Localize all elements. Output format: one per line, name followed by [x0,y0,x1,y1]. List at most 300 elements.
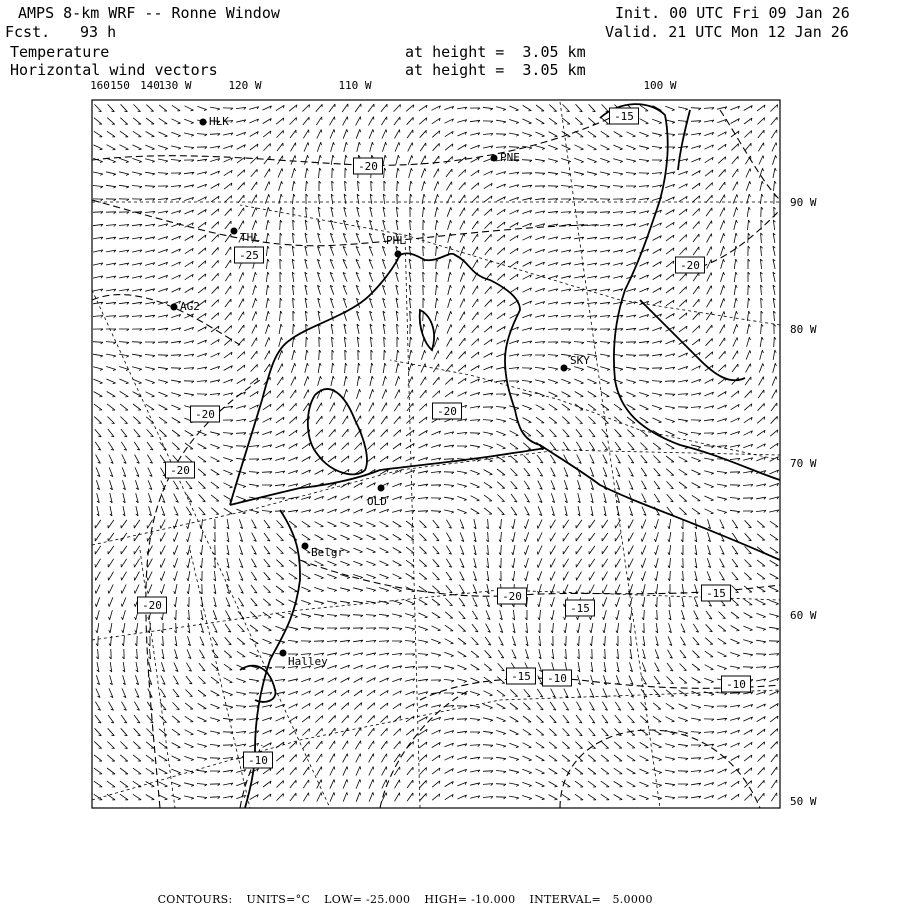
wind-vector [356,117,361,126]
wind-vector [666,456,674,462]
wind-vector [613,212,623,214]
wind-vector [774,311,776,321]
wind-vector [510,210,519,214]
wind-vector [576,442,581,450]
wind-vector [615,442,621,450]
wind-vector [292,246,294,256]
field-wind-vectors: Horizontal wind vectors [10,61,218,79]
wind-vector [395,130,400,139]
wind-vector [236,471,246,474]
wind-vector [238,598,243,606]
wind-vector [174,507,178,516]
wind-vector [731,743,740,747]
wind-vector [693,286,699,294]
wind-vector [174,584,177,594]
wind-vector [132,186,142,189]
wind-vector [223,420,233,422]
wind-vector [171,132,180,136]
wind-vector [457,484,467,488]
wind-vector [264,559,270,567]
wind-vector [550,715,557,722]
wind-vector [652,743,661,748]
wind-vector [642,571,646,581]
wind-vector [289,444,298,449]
wind-vector [392,678,401,682]
wind-vector [522,314,531,318]
wind-vector [535,146,545,150]
wind-vector [314,587,323,591]
wind-vector [198,456,206,462]
wind-vector [290,780,296,788]
wind-vector [418,640,428,643]
wind-vector [108,572,113,581]
wind-vector [158,198,168,200]
wind-vector [199,507,206,515]
wind-vector [574,289,584,291]
wind-vector [472,312,478,320]
wind-vector [252,559,257,568]
wind-vector [600,367,610,371]
wind-vector [158,237,168,240]
wind-vector [745,143,751,151]
wind-vector [368,715,375,722]
wind-vector [470,705,480,708]
wind-vector [396,207,398,217]
wind-vector [197,797,207,800]
wind-vector [317,793,322,802]
wind-vector [173,519,177,528]
wind-vector [522,796,532,800]
wind-vector [587,172,597,176]
wind-vector [134,702,139,711]
wind-vector [342,429,348,437]
wind-vector [730,510,740,513]
wind-vector [135,636,137,646]
wind-vector [734,285,737,295]
wind-vector [158,380,168,384]
wind-vector [679,482,687,488]
wind-vector [510,456,518,462]
wind-vector [770,587,779,592]
wind-vector [342,741,348,750]
wind-vector [343,220,346,229]
wind-vector [109,702,114,711]
wind-vector [366,653,376,655]
wind-vector [773,363,777,373]
wind-vector [160,571,164,580]
wind-vector [758,403,765,410]
wind-vector [549,795,558,800]
wind-vector [409,181,412,191]
wind-vector [158,211,168,213]
wind-vector [120,131,128,137]
wind-vector [123,675,126,685]
wind-vector [263,586,270,593]
wind-vector [483,146,493,148]
wind-vector [106,367,116,371]
wind-vector [303,741,310,749]
wind-vector [134,104,141,111]
wind-vector [666,287,674,293]
wind-vector [109,467,113,476]
wind-vector [288,510,298,512]
wind-vector [550,533,555,542]
wind-vector [302,574,311,579]
wind-vector [280,246,282,256]
wind-vector [107,145,116,150]
wind-vector [393,534,402,540]
wind-vector [761,220,763,230]
wind-vector [343,779,348,788]
wind-vector [639,186,649,188]
wind-vector [149,506,152,516]
wind-vector [200,519,203,529]
wind-vector [613,302,623,304]
wind-vector [198,703,207,709]
wind-vector [122,455,126,464]
wind-vector [744,573,751,580]
wind-vector [704,483,713,487]
wind-vector [280,259,282,269]
wind-vector [730,639,739,644]
wind-vector [121,728,128,735]
wind-vector [106,237,116,239]
wind-vector [497,495,504,502]
wind-vector [159,132,168,137]
wind-vector [613,145,622,150]
wind-vector [344,389,348,399]
wind-vector [148,480,152,489]
station-label-ag2: AG2 [180,300,200,313]
wind-vector [707,299,712,308]
wind-vector [355,442,362,449]
wind-vector [627,742,635,748]
wind-vector [563,520,569,528]
wind-vector [562,794,570,800]
wind-vector [744,131,751,138]
wind-vector [328,535,337,540]
wind-vector [496,367,506,369]
longitude-label: 130 W [158,79,192,92]
wind-vector [613,172,623,175]
wind-vector [731,131,739,137]
wind-vector [457,769,466,773]
wind-vector [665,367,675,369]
wind-vector [224,170,232,175]
wind-vector [433,377,439,385]
wind-vector [145,172,155,175]
wind-vector [574,367,584,371]
wind-vector [691,158,700,162]
wind-vector [408,143,413,152]
wind-vector [680,664,687,671]
wind-vector [613,276,623,279]
wind-vector [666,261,674,267]
wind-vector [600,329,610,331]
wind-vector [525,494,530,503]
wind-vector [224,496,233,501]
wind-vector [396,285,398,295]
wind-vector [590,702,595,711]
wind-vector [303,130,309,139]
wind-vector [769,600,778,604]
wind-vector [198,717,207,722]
wind-vector [576,429,582,437]
wind-vector [148,623,151,633]
wind-vector [171,368,181,370]
wind-vector [332,363,335,373]
wind-vector [640,405,649,410]
wind-vector [214,584,216,594]
wind-vector [458,144,467,149]
wind-vector [293,233,295,243]
wind-vector [197,744,207,748]
wind-vector [537,468,542,476]
wind-vector [223,445,233,448]
wind-vector [343,285,347,294]
wind-vector [133,131,141,137]
wind-vector [158,173,168,175]
wind-vector [444,472,454,474]
wind-vector [548,224,558,226]
wind-vector [266,246,269,256]
wind-vector [472,221,478,229]
wind-vector [522,405,531,409]
wind-vector [106,185,116,188]
contour-label: -20 [195,408,215,421]
wind-vector [303,793,309,802]
wind-vector [548,302,558,304]
wind-vector [769,483,778,486]
wind-vector [587,185,597,188]
wind-vector [407,793,413,801]
wind-vector [110,480,113,490]
wind-vector [393,548,402,553]
wind-vector [587,316,597,318]
wind-vector [639,173,649,175]
wind-vector [357,337,359,347]
wind-vector [602,572,607,581]
wind-vector [288,457,297,461]
wind-vector [340,561,349,565]
wind-vector [446,572,452,580]
wind-vector [563,533,569,541]
wind-vector [93,276,103,278]
wind-vector [639,341,649,343]
wind-vector [459,598,465,606]
wind-vector [211,184,220,189]
wind-vector [354,678,363,683]
wind-vector [107,781,115,787]
wind-vector [223,758,233,760]
wind-vector [457,719,467,721]
wind-vector [262,639,271,644]
wind-vector [382,767,387,776]
wind-vector [301,587,310,592]
wind-vector [173,481,178,489]
wind-vector [158,275,167,278]
wind-vector [345,168,347,178]
wind-vector [459,611,466,619]
wind-vector [407,390,413,399]
wind-vector [602,702,607,711]
contour-label: -20 [437,405,457,418]
wind-vector [548,211,558,213]
wind-vector [330,117,335,126]
wind-vector [301,614,311,618]
wind-vector [536,105,544,111]
wind-vector [305,285,307,295]
latitude-label: 60 W [790,609,817,622]
wind-vector [587,263,597,265]
wind-vector [147,572,152,581]
wind-vector [369,259,373,268]
wind-vector [407,742,414,749]
wind-vector [211,353,220,357]
wind-vector [642,494,647,503]
wind-vector [149,649,151,659]
wind-vector [615,702,621,710]
wind-vector [405,600,414,605]
wind-vector [535,132,544,137]
wind-vector [522,133,532,137]
wind-vector [210,444,219,448]
wind-vector [705,638,713,645]
wind-vector [720,533,724,542]
wind-vector [678,366,688,369]
wind-vector [277,533,284,540]
wind-vector [653,261,662,266]
wind-vector [511,494,517,502]
wind-vector [499,637,504,646]
wind-vector [483,420,493,422]
wind-vector [574,379,583,384]
wind-vector [444,445,454,447]
wind-vector [225,637,232,644]
wind-vector [692,508,700,514]
wind-vector [693,637,699,645]
wind-vector [652,381,662,383]
wind-vector [343,272,347,281]
wind-vector [678,353,687,357]
wind-vector [497,274,504,281]
wind-vector [535,198,545,200]
wind-vector [370,142,374,152]
wind-vector [487,597,490,607]
wind-vector [211,495,219,501]
wind-vector [511,469,518,476]
wind-vector [185,261,193,266]
wind-vector [470,770,480,772]
wind-vector [106,199,116,201]
wind-vector [510,300,519,305]
wind-vector [629,675,633,684]
wind-vector [535,795,544,800]
wind-vector [603,636,605,646]
wind-vector [525,610,527,620]
wind-vector [577,455,582,464]
wind-vector [158,186,168,188]
wind-vector [483,407,493,409]
wind-vector [707,260,712,269]
wind-vector [548,263,558,266]
wind-vector [484,196,492,202]
wind-vector [497,197,506,202]
station-label-old: OLD [367,495,387,508]
wind-vector [158,224,168,227]
wind-vector [551,493,554,502]
wind-vector [561,379,570,383]
wind-vector [639,315,649,318]
wind-vector [627,132,636,137]
wind-vector [136,506,138,516]
wind-vector [223,718,233,721]
wind-vector [357,311,360,321]
wind-vector [249,679,259,682]
wind-vector [106,289,116,291]
wind-vector [276,755,284,761]
wind-vector [328,690,336,696]
wind-vector [759,156,764,165]
wind-vector [748,259,750,269]
wind-vector [604,662,606,672]
wind-vector [770,105,777,112]
wind-vector [652,119,661,123]
wind-vector [110,506,112,516]
wind-vector [354,456,362,462]
wind-vector [251,598,258,605]
wind-vector [769,641,779,643]
wind-vector [133,781,141,787]
wind-vector [445,794,453,799]
wind-vector [119,354,129,357]
wind-vector [419,742,427,748]
wind-vector [643,636,645,646]
wind-vector [369,792,374,801]
wind-vector [497,261,504,268]
wind-vector [718,391,727,396]
wind-vector [655,610,657,620]
wind-vector [679,222,687,229]
contour-label: -20 [142,599,162,612]
wind-vector [497,326,506,331]
wind-vector [305,298,307,308]
wind-vector [331,220,334,230]
wind-vector [332,350,334,360]
wind-vector [224,196,231,203]
wind-vector [756,457,765,461]
wind-vector [655,649,659,658]
contour-label: -20 [502,590,522,603]
wind-vector [509,757,519,761]
wind-vector [692,339,700,345]
wind-vector [340,665,349,669]
wind-vector [668,558,671,568]
wind-vector [717,756,726,760]
wind-vector [769,666,779,668]
wind-vector [448,272,451,282]
wind-vector [266,311,270,321]
wind-vector [327,588,337,592]
wind-vector [212,286,219,293]
wind-vector [486,519,488,529]
wind-vector [328,496,337,500]
wind-vector [433,143,440,150]
wind-vector [145,355,155,358]
wind-vector [343,766,348,775]
wind-vector [640,262,649,266]
wind-vector [135,467,139,476]
